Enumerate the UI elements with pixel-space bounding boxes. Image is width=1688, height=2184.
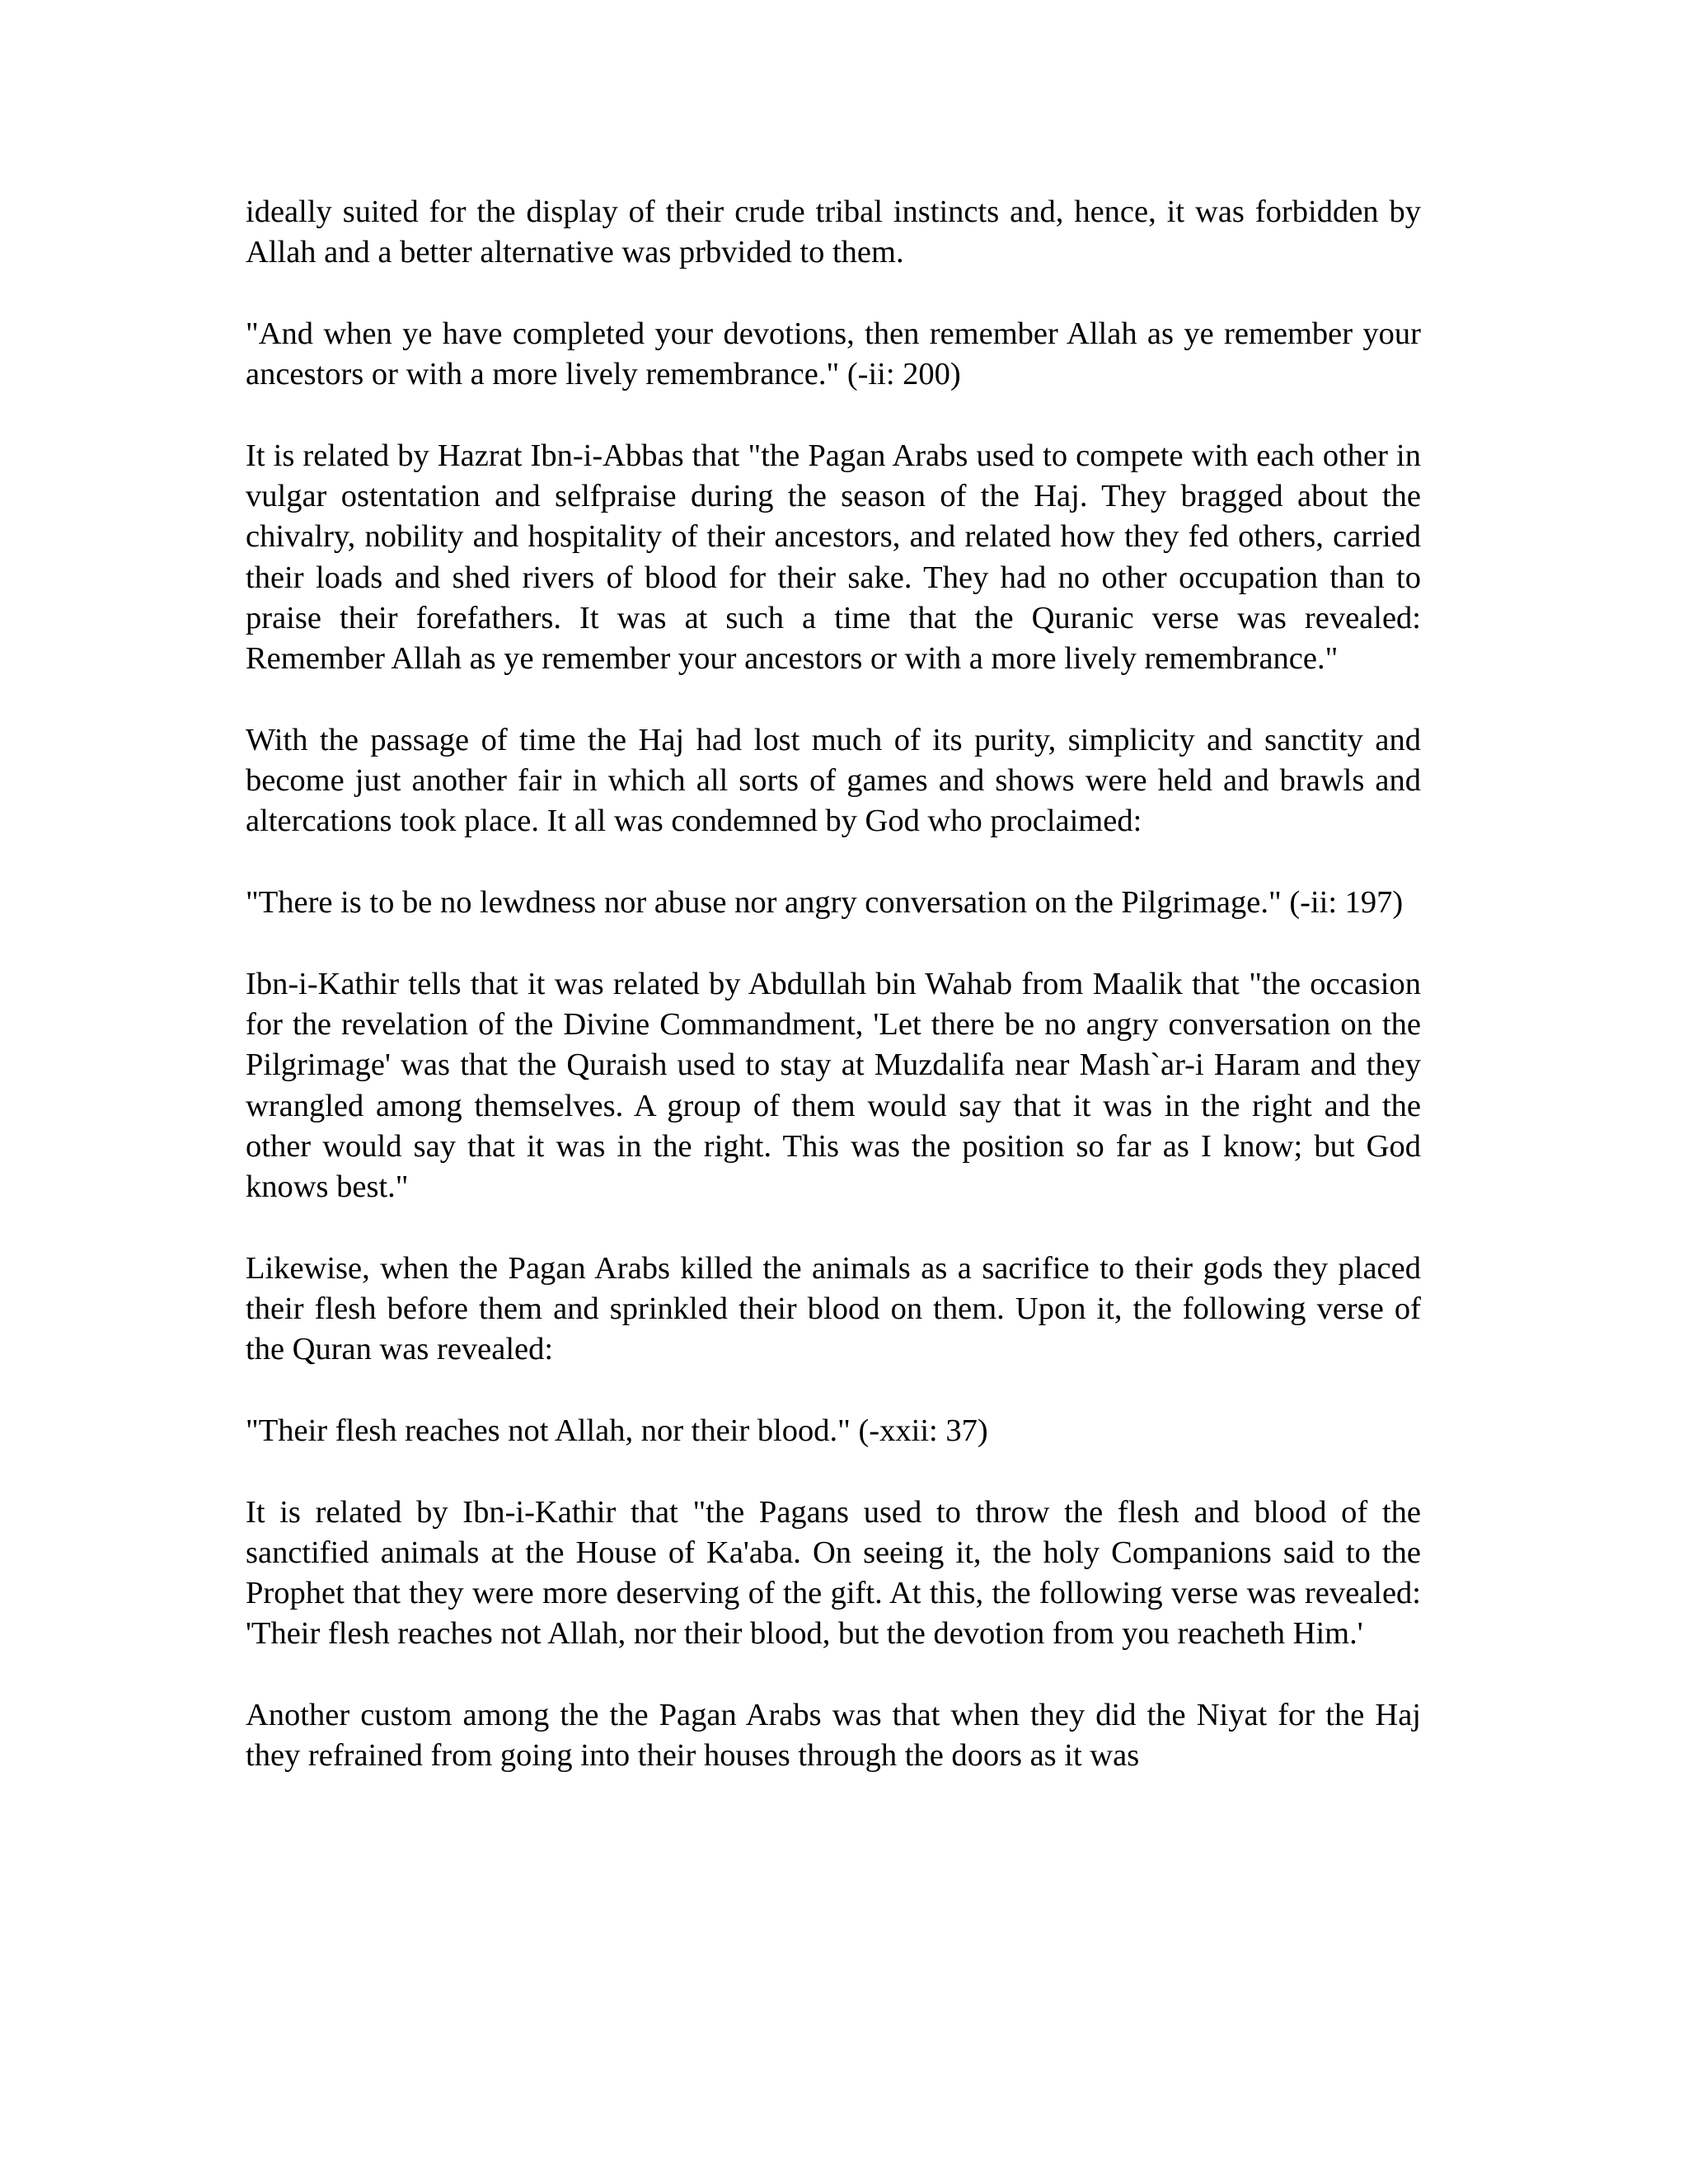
paragraph-ibn-abbas: It is related by Hazrat Ibn-i-Abbas that "the Pagan Arabs used to compete with each other in vulgar ostentation and selfpraise during the season of the Haj. They bragged about the chivalry, nobility and hospitality of their ancestors, and related how they fed others, carried their loads and shed rivers of blood for their sake. They had no other occupation than to praise their forefathers. It was at such a time that the Quranic verse was revealed: Remember Allah as ye remember your ancestors or with a more lively remembrance." xyxy=(246,438,1421,677)
quran-quote-xxii-37: "Their flesh reaches not Allah, nor their blood." (-xxii: 37) xyxy=(246,1413,988,1448)
paragraph-ibn-kathir-kaaba: It is related by Ibn-i-Kathir that "the Pagans used to throw the flesh and blood of the sanctified animals at the House of Ka'aba. On seeing it, the holy Companions said to the Prophet that they were more deserving of the gift. At this, the following verse was revealed: 'Their flesh reaches not Allah, nor their blood, but the devotion from you reacheth Him.' xyxy=(246,1494,1421,1652)
quran-quote-ii-197: "There is to be no lewdness nor abuse nor angry conversation on the Pilgrimage." (-ii: 197) xyxy=(246,885,1404,921)
document-page xyxy=(246,192,1421,1777)
paragraph-niyat-custom: Another custom among the the Pagan Arabs was that when they did the Niyat for the Haj they refrained from going into their houses through the doors as it was xyxy=(246,1697,1421,1774)
quran-quote-ii-200: "And when ye have completed your devotions, then remember Allah as ye remember your ancestors or with a more lively remembrance." (-ii: 200) xyxy=(246,316,1421,392)
paragraph-ibn-kathir-muzdalifa: Ibn-i-Kathir tells that it was related by Abdullah bin Wahab from Maalik that "the occasion for the revelation of the Divine Commandment, 'Let there be no angry conversation on the Pilgrimage' was that the Quraish used to stay at Muzdalifa near Mash`ar-i Haram and they wrangled among themselves. A group of them would say that it was in the right and the other would say that it was in the right. This was the position so far as I know; but God knows best." xyxy=(246,966,1421,1205)
paragraph-sacrifice: Likewise, when the Pagan Arabs killed the animals as a sacrifice to their gods they placed their flesh before them and sprinkled their blood on them. Upon it, the following verse of the Quran was revealed: xyxy=(246,1250,1421,1367)
paragraph-1: ideally suited for the display of their crude tribal instincts and, hence, it was forbidden by Allah and a better alternative was prbvided to them. xyxy=(246,194,1421,270)
paragraph-passage-of-time: With the passage of time the Haj had lost much of its purity, simplicity and sanctity and become just another fair in which all sorts of games and shows were held and brawls and altercations took place. It all was condemned by God who proclaimed: xyxy=(246,722,1421,839)
